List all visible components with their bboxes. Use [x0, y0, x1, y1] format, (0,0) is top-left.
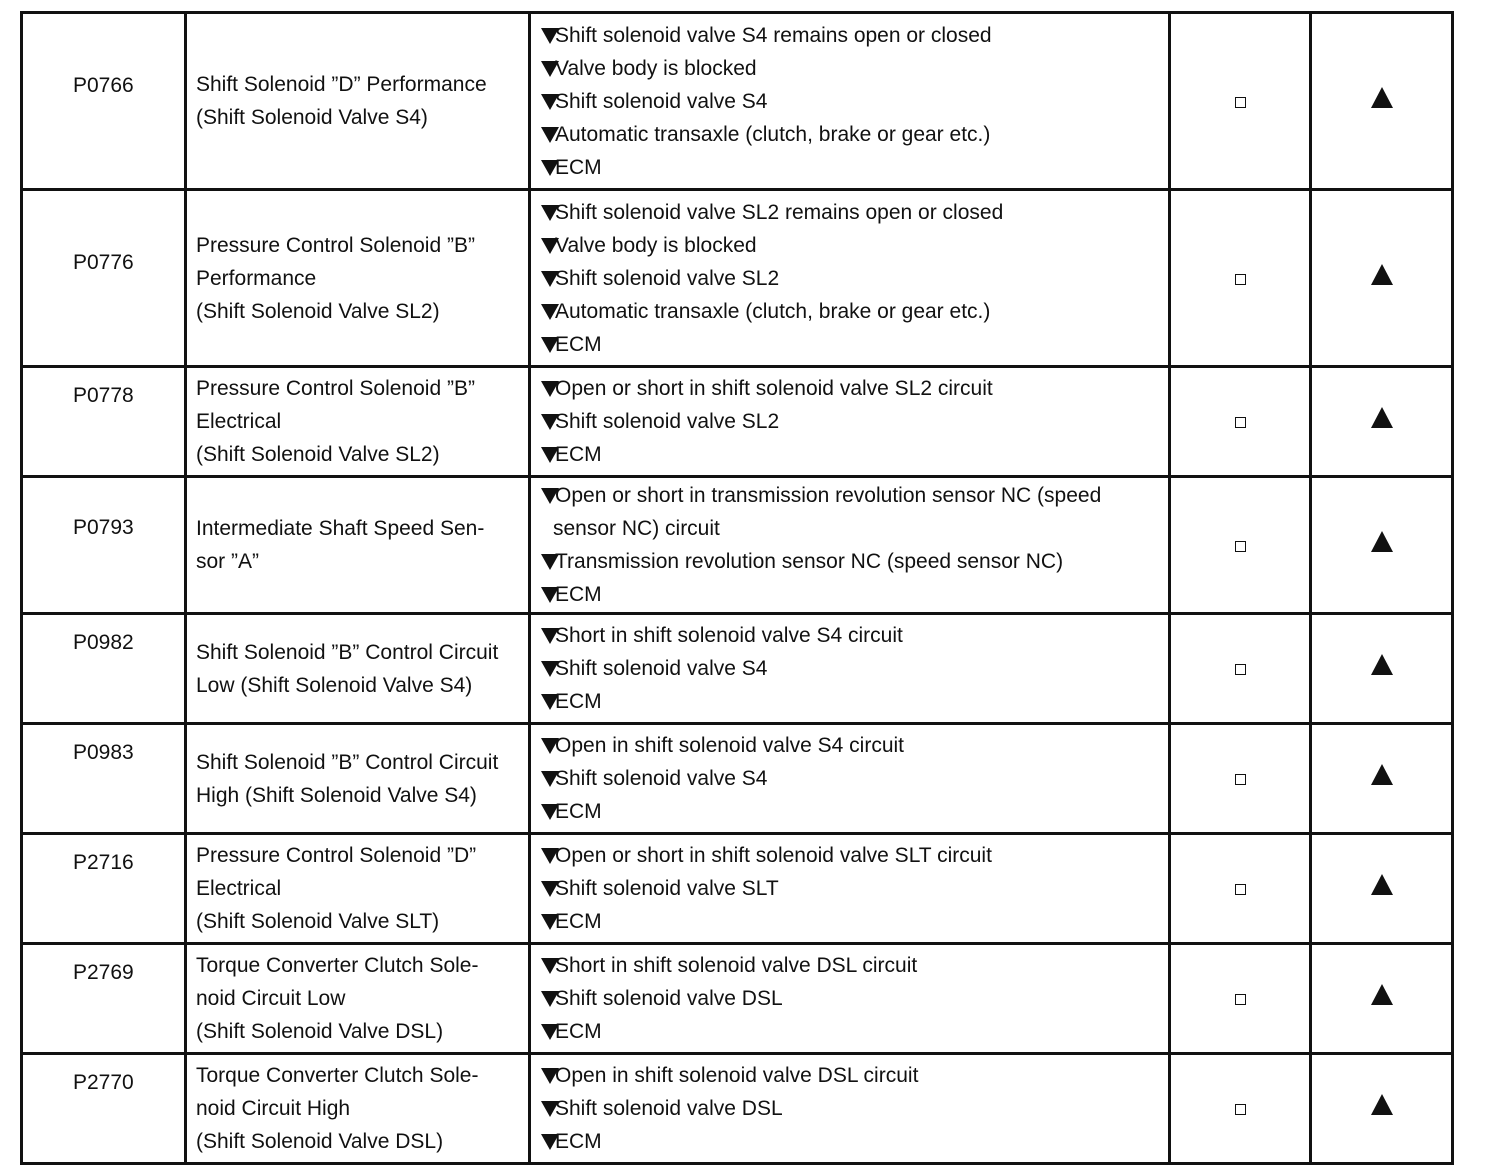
memory-cell: [1311, 724, 1453, 834]
trouble-area-item: [541, 196, 1168, 229]
trouble-area-item: [541, 512, 1168, 545]
mil-cell: [1170, 724, 1311, 834]
detection-item-line: sor ”A”: [196, 550, 259, 573]
trouble-area-text: Open or short in shift solenoid valve SLT circuit: [555, 844, 992, 867]
table-row: [22, 1054, 1453, 1164]
dtc-code: P0983: [73, 741, 134, 764]
memory-triangle-icon: [1371, 654, 1393, 675]
trouble-area-item: [541, 795, 1168, 828]
mil-square-icon: [1235, 417, 1246, 428]
table-row: [22, 13, 1453, 190]
trouble-area-item: [541, 1059, 1168, 1092]
trouble-area-item: [541, 905, 1168, 938]
trouble-area-item: [541, 872, 1168, 905]
trouble-area-text: Shift solenoid valve S4: [555, 767, 768, 790]
dtc-table: [20, 11, 1454, 1165]
trouble-area-text: ECM: [555, 1130, 602, 1153]
dtc-code: P2716: [73, 851, 134, 874]
detection-item-cell: [186, 13, 530, 190]
memory-triangle-icon: [1371, 264, 1393, 285]
trouble-area-text: ECM: [555, 910, 602, 933]
dtc-code: P0766: [73, 74, 134, 97]
memory-cell: [1311, 834, 1453, 944]
trouble-area-item: [541, 262, 1168, 295]
detection-item-line: Pressure Control Solenoid ”D”: [196, 844, 477, 867]
trouble-area-text: Shift solenoid valve S4: [555, 657, 768, 680]
trouble-area-text: ECM: [555, 690, 602, 713]
dtc-code-cell: [22, 724, 186, 834]
detection-item-cell: [186, 367, 530, 477]
mil-cell: [1170, 944, 1311, 1054]
trouble-area-text: Open in shift solenoid valve DSL circuit: [555, 1064, 919, 1087]
detection-item-line: (Shift Solenoid Valve SL2): [196, 299, 440, 323]
mil-square-icon: [1235, 97, 1246, 108]
trouble-area-cell: [530, 724, 1170, 834]
trouble-area-item: [541, 229, 1168, 262]
trouble-area-item: [541, 295, 1168, 328]
memory-cell: [1311, 190, 1453, 367]
dtc-code-cell: [22, 614, 186, 724]
detection-item-line: High (Shift Solenoid Valve S4): [196, 783, 477, 807]
dtc-code-cell: [22, 13, 186, 190]
trouble-area-item: [541, 85, 1168, 118]
trouble-area-item: [541, 685, 1168, 718]
trouble-area-item: [541, 545, 1168, 578]
trouble-area-text: ECM: [555, 443, 602, 466]
detection-item-cell: [186, 724, 530, 834]
memory-cell: [1311, 13, 1453, 190]
detection-item-line: Pressure Control Solenoid ”B”: [196, 377, 475, 400]
dtc-code: P0793: [73, 516, 134, 539]
memory-cell: [1311, 367, 1453, 477]
table-row: [22, 944, 1453, 1054]
trouble-area-text: ECM: [555, 332, 602, 356]
trouble-area-item: [541, 619, 1168, 652]
mil-square-icon: [1235, 664, 1246, 675]
trouble-area-item: [541, 405, 1168, 438]
trouble-area-text: ECM: [555, 800, 602, 823]
table-row: [22, 367, 1453, 477]
detection-item-line: Electrical: [196, 410, 282, 433]
trouble-area-cell: [530, 614, 1170, 724]
trouble-area-item: [541, 479, 1168, 512]
table-row: [22, 614, 1453, 724]
memory-triangle-icon: [1371, 1094, 1393, 1115]
trouble-area-text: Shift solenoid valve SL2: [555, 410, 780, 433]
dtc-code: P2769: [73, 961, 134, 984]
detection-item-line: (Shift Solenoid Valve DSL): [196, 1020, 444, 1043]
detection-item-line: (Shift Solenoid Valve S4): [196, 106, 428, 129]
detection-item-line: Pressure Control Solenoid ”B”: [196, 233, 475, 257]
trouble-area-item: [541, 762, 1168, 795]
trouble-area-text: Shift solenoid valve SLT: [555, 877, 779, 900]
trouble-area-text: Short in shift solenoid valve S4 circuit: [555, 624, 903, 647]
detection-item-line: Shift Solenoid ”D” Performance: [196, 73, 487, 96]
dtc-code-cell: [22, 834, 186, 944]
mil-cell: [1170, 477, 1311, 614]
trouble-area-item: [541, 652, 1168, 685]
detection-item-line: Shift Solenoid ”B” Control Circuit: [196, 750, 499, 774]
detection-item-cell: [186, 1054, 530, 1164]
memory-triangle-icon: [1371, 407, 1393, 428]
trouble-area-item: [541, 328, 1168, 361]
detection-item-line: Electrical: [196, 877, 282, 900]
detection-item-cell: [186, 614, 530, 724]
trouble-area-cell: [530, 944, 1170, 1054]
trouble-area-text: Shift solenoid valve SL2 remains open or closed: [555, 200, 1004, 224]
detection-item-cell: [186, 477, 530, 614]
trouble-area-item: [541, 52, 1168, 85]
detection-item-line: noid Circuit High: [196, 1097, 351, 1120]
trouble-area-item: [541, 578, 1168, 611]
detection-item-line: Performance: [196, 266, 317, 290]
dtc-code: P2770: [73, 1071, 134, 1094]
detection-item-line: (Shift Solenoid Valve SLT): [196, 910, 440, 933]
mil-square-icon: [1235, 541, 1246, 552]
trouble-area-item: [541, 949, 1168, 982]
trouble-area-item: [541, 729, 1168, 762]
trouble-area-text: Open or short in shift solenoid valve SL2 circuit: [555, 377, 993, 400]
trouble-area-text: Shift solenoid valve DSL: [555, 987, 783, 1010]
trouble-area-text: Valve body is blocked: [555, 233, 757, 257]
detection-item-line: Low (Shift Solenoid Valve S4): [196, 673, 473, 697]
dtc-code: P0776: [73, 251, 134, 274]
trouble-area-item: [541, 839, 1168, 872]
trouble-area-cell: [530, 477, 1170, 614]
trouble-area-item: [541, 19, 1168, 52]
memory-triangle-icon: [1371, 87, 1393, 108]
dtc-code-cell: [22, 477, 186, 614]
memory-triangle-icon: [1371, 984, 1393, 1005]
mil-cell: [1170, 367, 1311, 477]
mil-square-icon: [1235, 774, 1246, 785]
detection-item-line: (Shift Solenoid Valve SL2): [196, 443, 440, 466]
mil-square-icon: [1235, 994, 1246, 1005]
trouble-area-text: ECM: [555, 1020, 602, 1043]
detection-item-line: noid Circuit Low: [196, 987, 346, 1010]
trouble-area-text: Short in shift solenoid valve DSL circuit: [555, 954, 918, 977]
dtc-code-cell: [22, 1054, 186, 1164]
detection-item-line: Intermediate Shaft Speed Sen-: [196, 517, 485, 540]
detection-item-line: Shift Solenoid ”B” Control Circuit: [196, 640, 499, 664]
trouble-area-text: Automatic transaxle (clutch, brake or gear etc.): [555, 122, 991, 146]
trouble-area-cell: [530, 13, 1170, 190]
dtc-code-cell: [22, 190, 186, 367]
dtc-code: P0982: [73, 631, 134, 654]
detection-item-line: Torque Converter Clutch Sole-: [196, 1064, 479, 1087]
mil-cell: [1170, 614, 1311, 724]
detection-item-cell: [186, 944, 530, 1054]
memory-cell: [1311, 614, 1453, 724]
trouble-area-cell: [530, 190, 1170, 367]
memory-cell: [1311, 477, 1453, 614]
trouble-area-text: sensor NC) circuit: [553, 517, 720, 540]
trouble-area-text: Shift solenoid valve S4: [555, 89, 768, 113]
mil-cell: [1170, 190, 1311, 367]
memory-triangle-icon: [1371, 874, 1393, 895]
trouble-area-text: ECM: [555, 155, 602, 179]
detection-item-line: (Shift Solenoid Valve DSL): [196, 1130, 444, 1153]
memory-triangle-icon: [1371, 764, 1393, 785]
trouble-area-cell: [530, 1054, 1170, 1164]
trouble-area-item: [541, 1015, 1168, 1048]
trouble-area-text: Open or short in transmission revolution sensor NC (speed: [555, 484, 1102, 507]
memory-triangle-icon: [1371, 531, 1393, 552]
detection-item-cell: [186, 190, 530, 367]
table-row: [22, 834, 1453, 944]
mil-cell: [1170, 1054, 1311, 1164]
trouble-area-item: [541, 982, 1168, 1015]
trouble-area-text: Shift solenoid valve S4 remains open or closed: [555, 23, 992, 47]
trouble-area-item: [541, 372, 1168, 405]
detection-item-cell: [186, 834, 530, 944]
trouble-area-text: Transmission revolution sensor NC (speed sensor NC): [555, 550, 1064, 573]
table-row: [22, 477, 1453, 614]
trouble-area-text: Shift solenoid valve DSL: [555, 1097, 783, 1120]
trouble-area-item: [541, 438, 1168, 471]
mil-square-icon: [1235, 1104, 1246, 1115]
dtc-code-cell: [22, 944, 186, 1054]
memory-cell: [1311, 1054, 1453, 1164]
mil-cell: [1170, 13, 1311, 190]
trouble-area-text: ECM: [555, 583, 602, 606]
trouble-area-item: [541, 1092, 1168, 1125]
trouble-area-item: [541, 151, 1168, 184]
mil-cell: [1170, 834, 1311, 944]
table-row: [22, 724, 1453, 834]
trouble-area-text: Shift solenoid valve SL2: [555, 266, 780, 290]
trouble-area-cell: [530, 834, 1170, 944]
trouble-area-item: [541, 1125, 1168, 1158]
table-row: [22, 190, 1453, 367]
dtc-table-body: [22, 13, 1453, 1164]
detection-item-line: Torque Converter Clutch Sole-: [196, 954, 479, 977]
trouble-area-item: [541, 118, 1168, 151]
dtc-code-cell: [22, 367, 186, 477]
memory-cell: [1311, 944, 1453, 1054]
trouble-area-text: Valve body is blocked: [555, 56, 757, 80]
trouble-area-text: Automatic transaxle (clutch, brake or gear etc.): [555, 299, 991, 323]
trouble-area-text: Open in shift solenoid valve S4 circuit: [555, 734, 905, 757]
dtc-code: P0778: [73, 384, 134, 407]
trouble-area-cell: [530, 367, 1170, 477]
mil-square-icon: [1235, 884, 1246, 895]
mil-square-icon: [1235, 274, 1246, 285]
